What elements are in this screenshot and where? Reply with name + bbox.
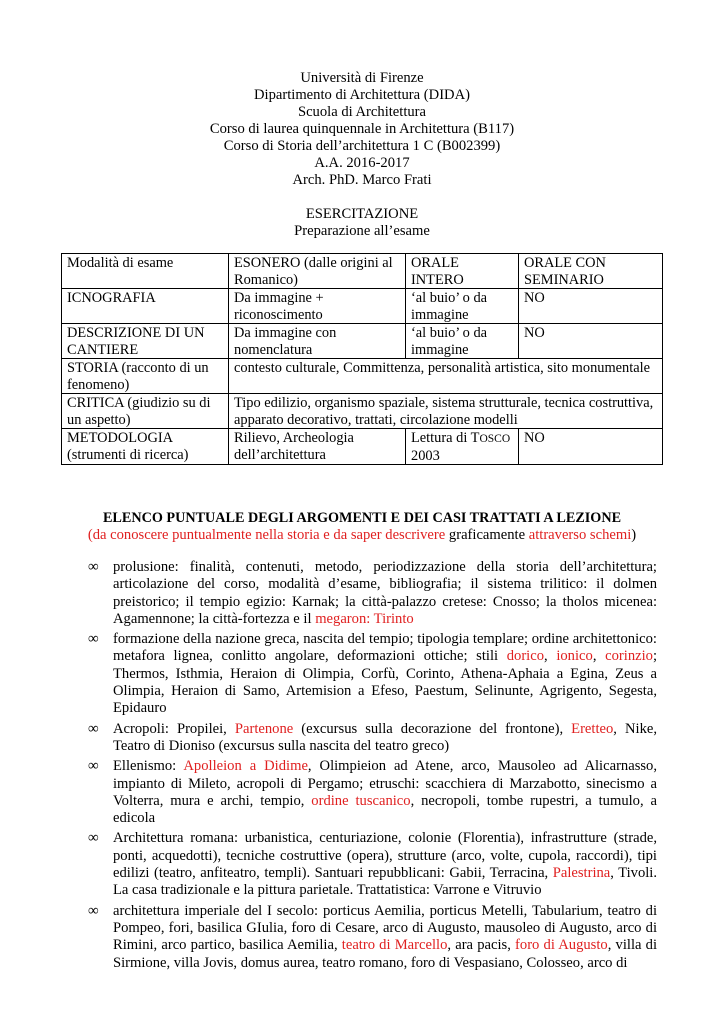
topic-text: formazione della nazione greca, nascita del tempio; tipologia templare; ordine architettonico: metafora lignea, conlitto angolare, deformazioni ottiche; stili	[113, 631, 657, 665]
topic-text: prolusione: finalità, contenuti, metodo, periodizzazione della storia dell’architettura; articolazione del corso, modalità d’esame, bibliografia; il sistema trilitico: il dolmen preistorico; il tempio egizio: Karnak; la città-palazzo cretese: Cnosso; la tholos micenea: Agamennone; la città-fortezza e il	[113, 559, 657, 627]
exercise-title: ESERCITAZIONE	[305, 206, 419, 222]
topic-item	[88, 559, 657, 628]
reference-year: 2003	[411, 447, 440, 464]
topic-text: , necropoli, tombe rupestri, a tumulo, a edicola	[113, 792, 657, 827]
table-cell: Da immagine con nomenclatura	[229, 324, 406, 359]
topic-text: , Olimpieion ad Atene, arco, Mausoleo ad Alicarnasso, impianto di Mileto, acropoli di Pergamo; etruschi: scacchiera di Marzabotto, sinecismo a Volterra, mura e archi, tempio,	[113, 758, 658, 809]
topic-text: ; Thermos, Isthmia, Heraion di Olimpia, Corfù, Corinto, Athena-Aphaia a Egina, Zeus a Olimpia, Heraion di Samo, Artemision a Efeso, Paestum, Selinunte, Agrigento, Segesta, Epidauro	[113, 648, 658, 717]
highlighted-case: Palestrina	[552, 865, 611, 882]
reference-author: OSCO	[479, 433, 511, 445]
topic-item	[88, 758, 657, 827]
topic-text: ,	[592, 648, 606, 665]
reference-prefix: Lettura di T	[411, 430, 480, 446]
infinity-bullet-icon: ∞	[88, 902, 99, 919]
highlighted-case: Apolleion a Didime	[183, 758, 308, 775]
topics-title: ELENCO PUNTUALE DEGLI ARGOMENTI E DEI CASI TRATTATI A LEZIONE	[102, 510, 622, 526]
highlighted-case: Partenone	[234, 720, 294, 737]
topic-item	[88, 721, 657, 756]
topic-item	[88, 903, 657, 972]
table-cell: Da immagine + riconoscimento	[229, 289, 406, 324]
table-cell: Rilievo, Archeologia dell’architettura	[229, 429, 406, 465]
topics-subtitle: (da conoscere puntualmente nella storia e da saper descrivere graficamente attraverso schemi)	[87, 527, 637, 543]
table-cell-span: Tipo edilizio, organismo spaziale, sistema strutturale, tecnica costruttiva, apparato decorativo, trattati, circolazione modelli	[229, 394, 663, 429]
infinity-bullet-icon: ∞	[88, 720, 99, 737]
highlighted-case: teatro di Marcello	[341, 937, 448, 954]
topic-text: , Nike, Teatro di Dioniso (excursus sulla nascita del teatro greco)	[113, 720, 657, 754]
topic-text: , ara pacis,	[447, 937, 516, 954]
header-line: Corso di laurea quinquennale in Architettura (B117)	[209, 121, 515, 137]
infinity-bullet-icon: ∞	[88, 758, 99, 775]
table-row	[62, 289, 663, 324]
header-line: Scuola di Architettura	[297, 104, 427, 120]
topic-text: Architettura romana: urbanistica, centuriazione, colonie (Florentia), infrastrutture (strade, ponti, acquedotti), tecniche costruttive (opera), strutture (arco, volte, cupola, raccordi), tipi edilizi (teatro, anfiteatro, templi). Santuari repubblicani: Gabii, Terracina,	[113, 830, 657, 882]
table-cell-span: contesto culturale, Committenza, personalità artistica, sito monumentale	[229, 359, 663, 394]
table-row	[62, 359, 663, 394]
header-line: A.A. 2016-2017	[314, 155, 410, 171]
topics-list	[88, 559, 657, 975]
table-row	[62, 324, 663, 359]
table-cell: ‘al buio’ o da immagine	[406, 324, 519, 359]
table-cell: NO	[519, 324, 663, 359]
document-header	[0, 70, 724, 240]
table-header-cell: ORALE INTERO	[406, 254, 519, 289]
infinity-bullet-icon: ∞	[88, 559, 99, 575]
topic-text: (excursus sulla decorazione del frontone),	[293, 720, 572, 737]
table-cell: NO	[519, 289, 663, 324]
table-header-cell: ESONERO (dalle origini al Romanico)	[229, 254, 406, 289]
header-line: Dipartimento di Architettura (DIDA)	[253, 87, 470, 103]
table-cell: CRITICA (giudizio su di un aspetto)	[62, 394, 229, 429]
table-header-row	[62, 254, 663, 289]
topic-item	[88, 830, 657, 899]
header-line: Università di Firenze	[300, 70, 424, 86]
table-cell: ICNOGRAFIA	[62, 289, 229, 324]
highlighted-case: ionico	[556, 648, 593, 665]
highlighted-case: dorico	[506, 648, 545, 665]
topic-text: ,	[544, 648, 557, 665]
exam-modes-table	[61, 253, 663, 465]
table-cell: NO	[519, 429, 663, 465]
highlighted-case: megaron: Tirinto	[315, 610, 414, 627]
table-cell: STORIA (racconto di un fenomeno)	[62, 359, 229, 394]
topic-item	[88, 631, 657, 717]
exercise-subtitle: Preparazione all’esame	[294, 223, 430, 239]
header-line: Arch. PhD. Marco Frati	[292, 172, 432, 188]
highlighted-case: ordine tuscanico	[311, 792, 411, 809]
table-cell: DESCRIZIONE DI UN CANTIERE	[62, 324, 229, 359]
table-cell: METODOLOGIA (strumenti di ricerca)	[62, 429, 229, 465]
topic-text: , Tivoli. La casa tradizionale e la pittura parietale. Trattatistica: Varrone e Vitruvio	[113, 865, 657, 899]
infinity-bullet-icon: ∞	[88, 830, 99, 847]
header-line: Corso di Storia dell’architettura 1 C (B002399)	[223, 138, 501, 154]
table-cell	[406, 429, 519, 465]
topic-text: Acropoli: Propilei,	[113, 720, 235, 737]
topic-text: architettura imperiale del I secolo: porticus Aemilia, porticus Metelli, Tabularium, teatro di Pompeo, fori, basilica GIulia, foro di Cesare, arco di Augusto, mausoleo di Augusto, arco di Rimini, arco partico, basilica Aemilia,	[113, 902, 657, 954]
table-header-cell: ORALE CON SEMINARIO	[519, 254, 663, 289]
topic-text: Ellenismo:	[113, 758, 184, 775]
table-cell: ‘al buio’ o da immagine	[406, 289, 519, 324]
highlighted-case: Eretteo	[571, 720, 614, 737]
highlighted-case: corinzio	[605, 648, 653, 665]
table-row	[62, 394, 663, 429]
highlighted-case: foro di Augusto	[515, 937, 608, 954]
table-row	[62, 429, 663, 465]
topics-heading	[0, 510, 724, 544]
table-header-cell: Modalità di esame	[62, 254, 229, 289]
topic-text: , villa di Sirmione, villa Jovis, domus aurea, teatro romano, foro di Vespasiano, Colosseo, arco di	[113, 937, 658, 971]
infinity-bullet-icon: ∞	[88, 631, 99, 648]
